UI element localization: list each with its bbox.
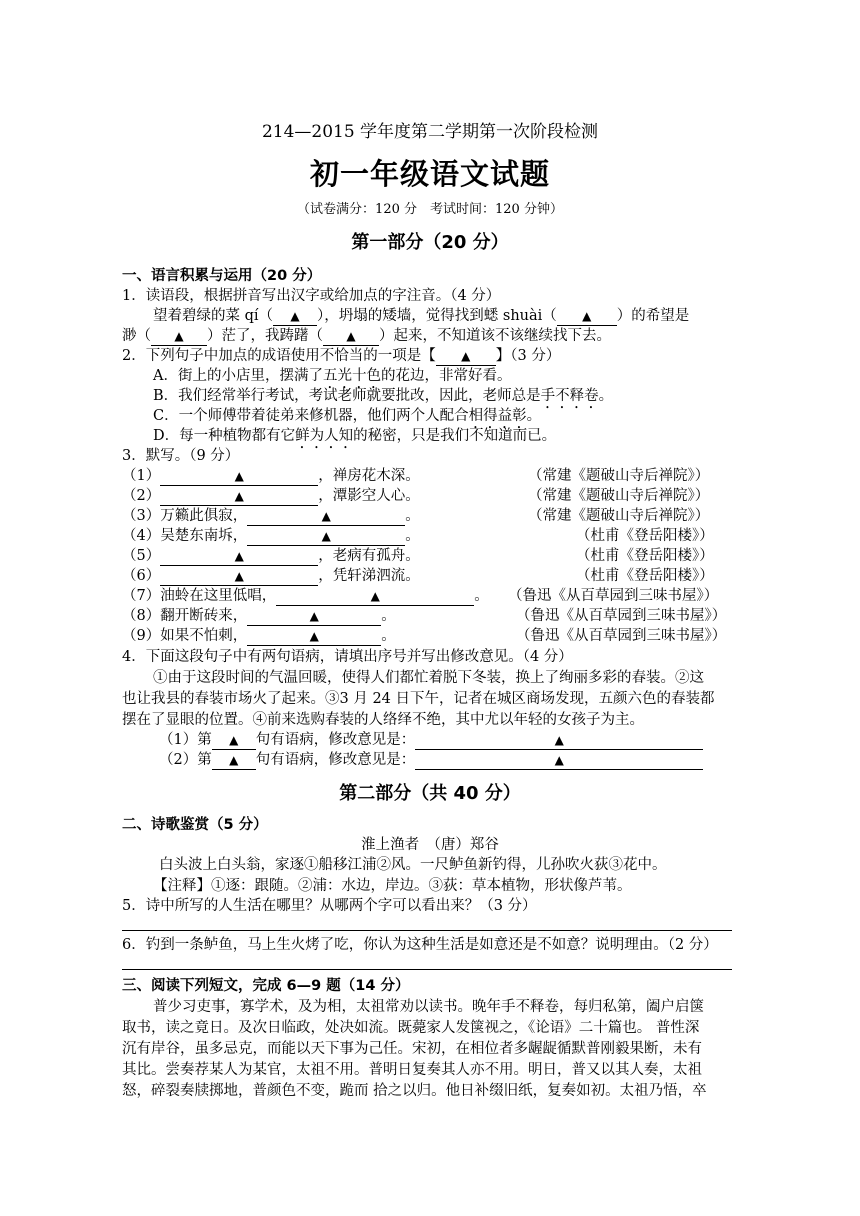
triangle-icon: ▲ <box>461 349 471 363</box>
passage-line: 普少习吏事，寡学术，及为相，太祖常劝以读书。晚年手不释卷，每归私第，阖户启箧 <box>153 999 704 1015</box>
answer-blank[interactable] <box>247 528 405 546</box>
q2-stem-text: 2．下列句子中加点的成语使用不恰当的一项是【 <box>122 348 436 364</box>
triangle-icon: ▲ <box>309 629 319 643</box>
option-text: 的花边，非常好看。 <box>380 368 512 384</box>
q4-paragraph-line2: 也让我县的春装市场火了起来。③3 月 24 日下午，记者在城区商场发现，五颜六色的春装都 <box>122 691 715 707</box>
exam-info: （试卷满分：120 分 考试时间：120 分钟） <box>297 202 563 217</box>
triangle-icon: ▲ <box>234 489 244 503</box>
q3-source-6: （杜甫《登岳阳楼》） <box>576 568 714 584</box>
row-number: （1） <box>122 468 161 484</box>
q5-stem: 5．诗中所写的人生活在哪里？从哪两个字可以看出来？（3 分） <box>122 898 537 914</box>
triangle-icon: ▲ <box>321 529 331 543</box>
answer-label: （2）第 <box>159 752 212 768</box>
q3-source-3: （常建《题破山寺后禅院》） <box>528 508 710 524</box>
option-text: 的秘密，只是我们不知道而已。 <box>353 428 557 444</box>
q1-text: ），坍塌的矮墙，觉得找到蟋 shuài（ <box>317 308 557 324</box>
passage-line: 其比。尝奏荐某人为某官，太祖不用。普明日复奏其人亦不用。明日，普又以其人奏，太祖 <box>122 1062 702 1078</box>
q3-row-5 <box>122 546 420 566</box>
q1-text: ）茫了，我踌躇（ <box>207 328 323 344</box>
q1-text: ）的希望是 <box>616 308 690 324</box>
answer-line[interactable] <box>122 930 732 931</box>
q3-source-9: （鲁迅《从百草园到三味书屋》） <box>516 628 727 644</box>
q1-text: 渺（ <box>122 328 151 344</box>
dotted-idiom: 相得益彰 <box>468 408 527 424</box>
q3-source-8: （鲁迅《从百草园到三味书屋》） <box>516 608 727 624</box>
row-text: ，禅房花木深。 <box>318 468 420 484</box>
row-text: ，老病有孤舟。 <box>318 548 420 564</box>
row-text: 翻开断砖来， <box>160 608 248 624</box>
answer-blank[interactable] <box>247 628 381 646</box>
q3-source-7: （鲁迅《从百草园到三味书屋》） <box>508 588 719 604</box>
answer-label: 句有语病，修改意见是： <box>255 752 416 768</box>
answer-blank[interactable] <box>160 548 318 566</box>
q4-answer-1 <box>159 730 703 750</box>
section3-heading: 三、阅读下列短文，完成 6—9 题（14 分） <box>122 978 410 994</box>
q3-row-2 <box>122 486 420 506</box>
row-number: （5） <box>122 548 161 564</box>
row-text: 。 <box>474 588 489 604</box>
row-text: 如果不怕刺， <box>160 628 248 644</box>
triangle-icon: ▲ <box>346 329 356 343</box>
row-text: 。 <box>381 628 396 644</box>
q3-row-8 <box>122 606 396 626</box>
q3-source-1: （常建《题破山寺后禅院》） <box>528 468 710 484</box>
answer-label: （1）第 <box>159 732 212 748</box>
section1-heading: 一、语言积累与运用（20 分） <box>122 268 322 284</box>
triangle-icon: ▲ <box>234 549 244 563</box>
triangle-icon: ▲ <box>554 753 564 767</box>
answer-blank[interactable] <box>212 752 256 770</box>
q4-stem: 4．下面这段句子中有两句语病，请填出序号并写出修改意见。（4 分） <box>122 649 573 665</box>
option-text: A．街上的小店里，摆满了 <box>153 368 323 384</box>
q4-paragraph-line1: ①由于这段时间的气温回暖，使得人们都忙着脱下冬装，换上了绚丽多彩的春装。②这 <box>153 670 704 686</box>
row-number: （9） <box>122 628 161 644</box>
poem-body: 白头波上白头翁，家逐①船移江浦②风。一尺鲈鱼新钓得，儿孙吹火荻③花中。 <box>159 857 667 873</box>
dotted-idiom: 鲜为人知 <box>295 428 354 444</box>
answer-blank[interactable] <box>436 348 496 366</box>
row-number: （8） <box>122 608 161 624</box>
q3-row-1 <box>122 466 420 486</box>
triangle-icon: ▲ <box>229 733 239 747</box>
answer-blank[interactable] <box>276 588 474 606</box>
row-text: ，凭轩涕泗流。 <box>318 568 420 584</box>
option-text: 。 <box>598 388 614 404</box>
row-text: 吴楚东南坼， <box>160 528 248 544</box>
answer-blank[interactable] <box>273 308 317 326</box>
q4-paragraph-line3: 摆在了显眼的位置。④前来选购春装的人络绎不绝，其中尤以年轻的女孩子为主。 <box>122 712 644 728</box>
q1-line2 <box>122 326 611 346</box>
row-text: 。 <box>405 528 420 544</box>
q6-stem: 6．钓到一条鲈鱼，马上生火烤了吃，你认为这种生活是如意还是不如意？说明理由。（2 分） <box>122 937 718 953</box>
row-number: （2） <box>122 488 161 504</box>
answer-blank[interactable] <box>151 328 207 346</box>
section2-heading: 二、诗歌鉴赏（5 分） <box>122 817 268 833</box>
row-text: 万籁此俱寂， <box>160 508 248 524</box>
exam-title: 初一年级语文试题 <box>309 157 550 191</box>
q3-row-4 <box>122 526 420 546</box>
row-number: （3） <box>122 508 161 524</box>
term-heading: 214—2015 学年度第二学期第一次阶段检测 <box>261 122 599 142</box>
dotted-idiom: 五光十色 <box>322 368 381 384</box>
q1-stem: 1．读语段，根据拼音写出汉字或给加点的字注音。（4 分） <box>122 288 501 304</box>
answer-label: 句有语病，修改意见是： <box>255 732 416 748</box>
q2-stem <box>122 346 560 366</box>
triangle-icon: ▲ <box>582 309 592 323</box>
triangle-icon: ▲ <box>174 329 184 343</box>
q2-stem-text: 】（3 分） <box>495 348 561 364</box>
dotted-idiom: 手不释卷 <box>540 388 599 404</box>
passage-line: 取书，读之竟日。及次日临政，处决如流。既薨家人发箧视之，《论语》二十篇也。 普性深 <box>122 1020 700 1036</box>
q3-source-4: （杜甫《登岳阳楼》） <box>576 528 714 544</box>
q3-row-6 <box>122 566 420 586</box>
answer-blank[interactable] <box>557 308 617 326</box>
option-text: B．我们经常举行考试，考试老师就要批改，因此，老师总是 <box>153 388 541 404</box>
part2-title: 第二部分（共 40 分） <box>339 783 521 804</box>
answer-blank[interactable] <box>160 568 318 586</box>
q3-source-2: （常建《题破山寺后禅院》） <box>528 488 710 504</box>
row-number: （6） <box>122 568 161 584</box>
option-text: 。 <box>526 408 542 424</box>
q3-row-3 <box>122 506 420 526</box>
q1-text: ）起来，不知道该不该继续找下去。 <box>379 328 611 344</box>
answer-blank[interactable] <box>323 328 379 346</box>
q3-source-5: （杜甫《登岳阳楼》） <box>576 548 714 564</box>
answer-line[interactable] <box>122 969 732 970</box>
triangle-icon: ▲ <box>290 309 300 323</box>
triangle-icon: ▲ <box>234 469 244 483</box>
poem-note: 【注释】①逐：跟随。②浦：水边，岸边。③荻：草本植物，形状像芦苇。 <box>153 878 632 894</box>
passage-line: 怒，碎裂奏牍掷地，普颜色不变，跪而 拾之以归。他日补缀旧纸，复奏如初。太祖乃悟，卒 <box>122 1083 707 1099</box>
answer-blank[interactable] <box>415 752 703 770</box>
q3-row-9 <box>122 626 396 646</box>
q4-answer-2 <box>159 750 703 770</box>
answer-blank[interactable] <box>160 468 318 486</box>
option-text: D．每一种植物都有它 <box>153 428 296 444</box>
poem-title: 淮上渔者 （唐）郑谷 <box>361 837 499 853</box>
part1-title: 第一部分（20 分） <box>351 232 509 253</box>
row-text: 。 <box>405 508 420 524</box>
row-text: 。 <box>381 608 396 624</box>
triangle-icon: ▲ <box>229 753 239 767</box>
answer-blank[interactable] <box>247 508 405 526</box>
row-number: （7） <box>122 588 161 604</box>
triangle-icon: ▲ <box>321 509 331 523</box>
answer-blank[interactable] <box>247 608 381 626</box>
row-number: （4） <box>122 528 161 544</box>
answer-blank[interactable] <box>212 732 256 750</box>
q3-stem: 3．默写。（9 分） <box>122 448 240 464</box>
row-text: ，潭影空人心。 <box>318 488 420 504</box>
triangle-icon: ▲ <box>309 609 319 623</box>
triangle-icon: ▲ <box>234 569 244 583</box>
answer-blank[interactable] <box>415 732 703 750</box>
q3-row-7 <box>122 586 489 606</box>
q1-line1 <box>153 306 689 326</box>
triangle-icon: ▲ <box>370 589 380 603</box>
answer-blank[interactable] <box>160 488 318 506</box>
triangle-icon: ▲ <box>554 733 564 747</box>
option-text: C．一个师傅带着徒弟来修机器，他们两个人配合 <box>153 408 469 424</box>
passage-line: 沉有岸谷，虽多忌克，而能以天下事为己任。宋初，在相位者多龌龊循默普刚毅果断，未有 <box>122 1041 702 1057</box>
row-text: 油蛉在这里低唱， <box>160 588 277 604</box>
q1-text: 望着碧绿的菜 qí（ <box>153 308 274 324</box>
